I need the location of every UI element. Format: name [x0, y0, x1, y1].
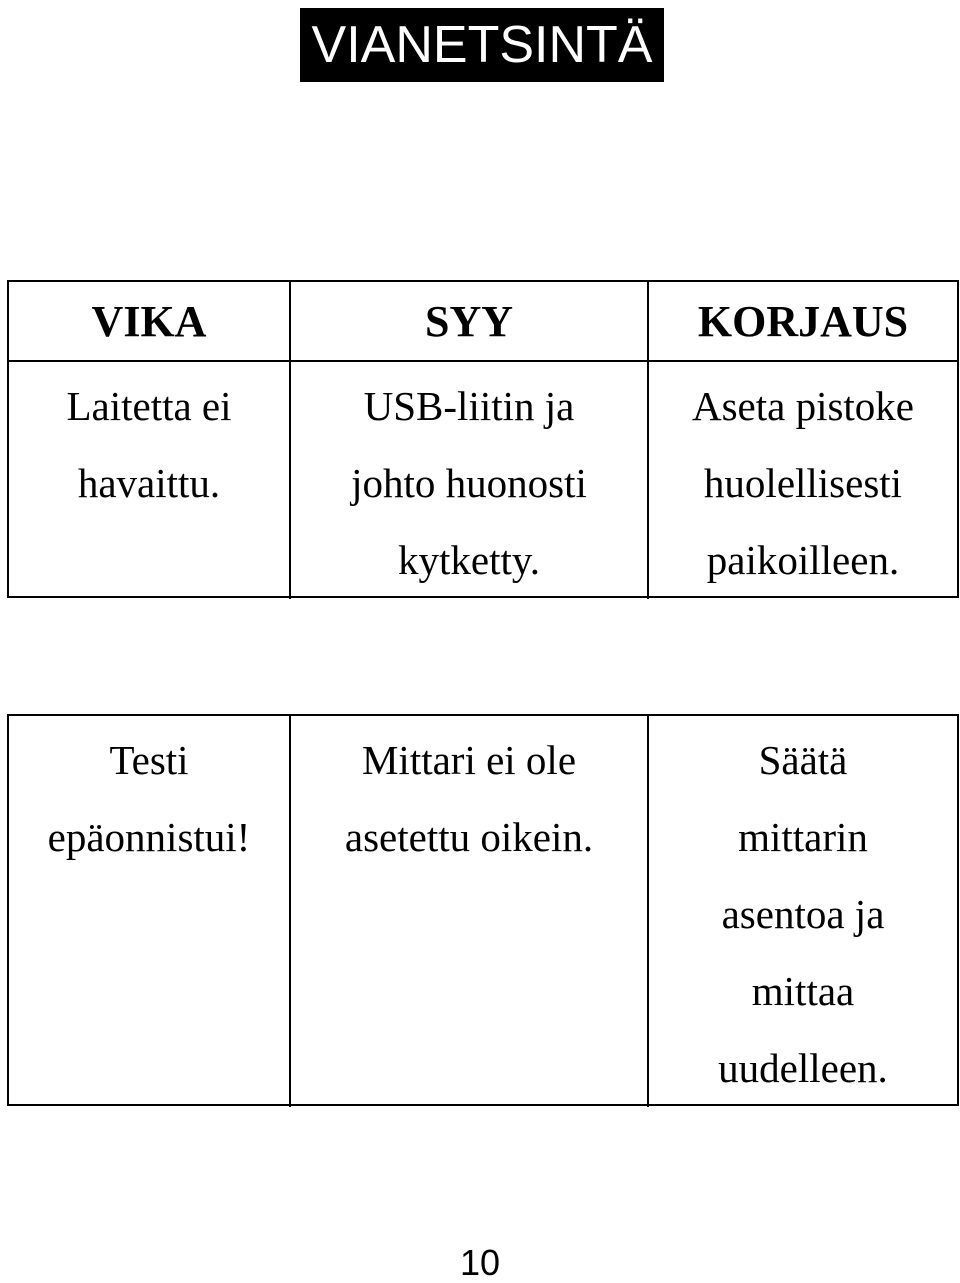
row2-fix-line: Säätä	[758, 737, 848, 783]
row2-fix-line: mittarin	[738, 814, 868, 860]
page-number: 10	[459, 1242, 501, 1283]
row2-fix-cell	[649, 716, 957, 1107]
row1-cause-line: USB-liitin ja	[363, 383, 575, 429]
row2-fault-line: epäonnistui!	[47, 814, 251, 860]
row1-fix-line: Aseta pistoke	[691, 383, 915, 429]
row2-fix-line: asentoa ja	[721, 891, 885, 937]
row1-cause-cell	[291, 362, 649, 599]
row2-cause-cell	[291, 716, 649, 1107]
row2-fault-cell	[9, 716, 291, 1107]
row2-cause-line: asetettu oikein.	[344, 814, 594, 860]
row2-fault-line: Testi	[109, 737, 189, 783]
troubleshooting-table-2	[7, 714, 959, 1106]
row1-fault-cell	[9, 362, 291, 599]
row1-cause-line: kytketty.	[398, 537, 540, 583]
row1-fix-line: huolellisesti	[703, 460, 903, 506]
row1-fix-cell	[649, 362, 957, 599]
header-fault: VIKA	[9, 282, 291, 362]
row1-cause-line: johto huonosti	[351, 460, 587, 506]
page-title: VIANETSINTÄ	[300, 8, 664, 82]
header-cause: SYY	[291, 282, 649, 362]
troubleshooting-table-1	[7, 280, 959, 598]
header-fix: KORJAUS	[649, 282, 957, 362]
row2-fix-line: mittaa	[751, 968, 855, 1014]
row1-fault-line: Laitetta ei	[66, 383, 232, 429]
row1-fault-line: havaittu.	[77, 460, 221, 506]
row2-fix-line: uudelleen.	[718, 1045, 888, 1091]
row2-cause-line: Mittari ei ole	[361, 737, 577, 783]
row1-fix-line: paikoilleen.	[706, 537, 900, 583]
